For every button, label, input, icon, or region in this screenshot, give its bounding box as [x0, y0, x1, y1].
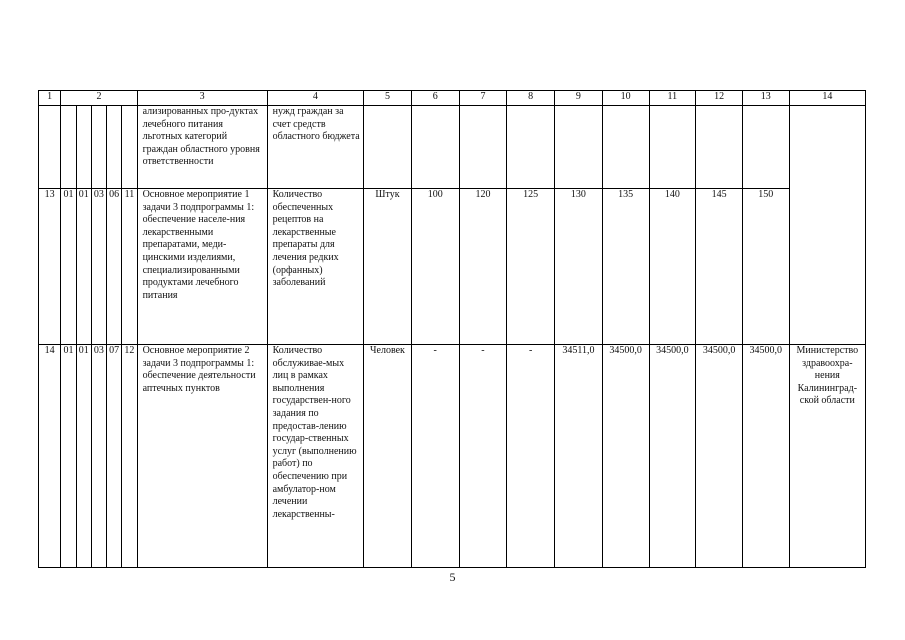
- value-cell: 145: [696, 189, 743, 345]
- code-cell: 03: [91, 189, 106, 345]
- cell: [507, 106, 555, 189]
- header-cell: 9: [555, 91, 603, 106]
- row-number: 13: [39, 189, 61, 345]
- header-cell: 13: [742, 91, 789, 106]
- code-cell: 12: [122, 345, 137, 568]
- cell: [107, 106, 122, 189]
- code-cell: 01: [76, 189, 91, 345]
- header-cell: 1: [39, 91, 61, 106]
- header-row: [39, 91, 866, 106]
- header-cell: 8: [507, 91, 555, 106]
- measure-name-cell: ализированных про-дуктах лечебного питания льготных категорий граждан областного уровня ответственности: [137, 106, 267, 189]
- value-cell: 100: [411, 189, 459, 345]
- cell: [411, 106, 459, 189]
- table-row: [39, 345, 866, 568]
- cell: [602, 106, 649, 189]
- value-cell: 34500,0: [742, 345, 789, 568]
- value-cell: 34500,0: [649, 345, 696, 568]
- value-cell: -: [459, 345, 507, 568]
- code-cell: 01: [61, 345, 76, 568]
- cell: [696, 106, 743, 189]
- cell: [61, 106, 76, 189]
- cell: [39, 106, 61, 189]
- header-cell: 2: [61, 91, 137, 106]
- table-row-continuation: [39, 106, 866, 189]
- cell: [459, 106, 507, 189]
- value-cell: 130: [555, 189, 603, 345]
- value-cell: 34500,0: [602, 345, 649, 568]
- code-cell: 01: [76, 345, 91, 568]
- cell: [555, 106, 603, 189]
- cell: [742, 106, 789, 189]
- cell: [364, 106, 412, 189]
- header-cell: 10: [602, 91, 649, 106]
- code-cell: 06: [107, 189, 122, 345]
- header-cell: 14: [789, 91, 865, 106]
- indicator-cell: Количество обеспеченных рецептов на лекарственные препараты для лечения редких (орфанных) заболеваний: [267, 189, 364, 345]
- measure-name-cell: Основное мероприятие 1 задачи 3 подпрограммы 1: обеспечение населе-ния лекарственными препаратами, меди-цинскими изделиями, специализированными продуктами лечебного питания: [137, 189, 267, 345]
- indicator-cell: Количество обслуживае-мых лиц в рамках выполнения государствен-ного задания по предостав-лению государ-ственных услуг (выполнению работ) по обеспечению при амбулатор-ном лечении лекарственны-: [267, 345, 364, 568]
- header-cell: 6: [411, 91, 459, 106]
- value-cell: 120: [459, 189, 507, 345]
- measure-name-cell: Основное мероприятие 2 задачи 3 подпрограммы 1: обеспечение деятельности аптечных пунктов: [137, 345, 267, 568]
- executor-cell: Министерство здравоохра-нения Калининград-ской области: [789, 345, 865, 568]
- value-cell: 150: [742, 189, 789, 345]
- cell: [76, 106, 91, 189]
- indicator-cell: нужд граждан за счет средств областного бюджета: [267, 106, 364, 189]
- value-cell: 140: [649, 189, 696, 345]
- header-cell: 3: [137, 91, 267, 106]
- row-number: 14: [39, 345, 61, 568]
- header-cell: 5: [364, 91, 412, 106]
- code-cell: 03: [91, 345, 106, 568]
- program-table: [38, 90, 866, 568]
- cell: [122, 106, 137, 189]
- header-cell: 7: [459, 91, 507, 106]
- header-cell: 4: [267, 91, 364, 106]
- code-cell: 11: [122, 189, 137, 345]
- cell: [649, 106, 696, 189]
- code-cell: 01: [61, 189, 76, 345]
- table-row: [39, 189, 866, 345]
- value-cell: 34500,0: [696, 345, 743, 568]
- value-cell: -: [507, 345, 555, 568]
- header-cell: 11: [649, 91, 696, 106]
- header-cell: 12: [696, 91, 743, 106]
- page-number: 5: [449, 570, 456, 584]
- value-cell: 34511,0: [555, 345, 603, 568]
- code-cell: 07: [107, 345, 122, 568]
- value-cell: -: [411, 345, 459, 568]
- value-cell: 125: [507, 189, 555, 345]
- unit-cell: Человек: [364, 345, 412, 568]
- cell: [91, 106, 106, 189]
- executor-cell: [789, 106, 865, 345]
- unit-cell: Штук: [364, 189, 412, 345]
- value-cell: 135: [602, 189, 649, 345]
